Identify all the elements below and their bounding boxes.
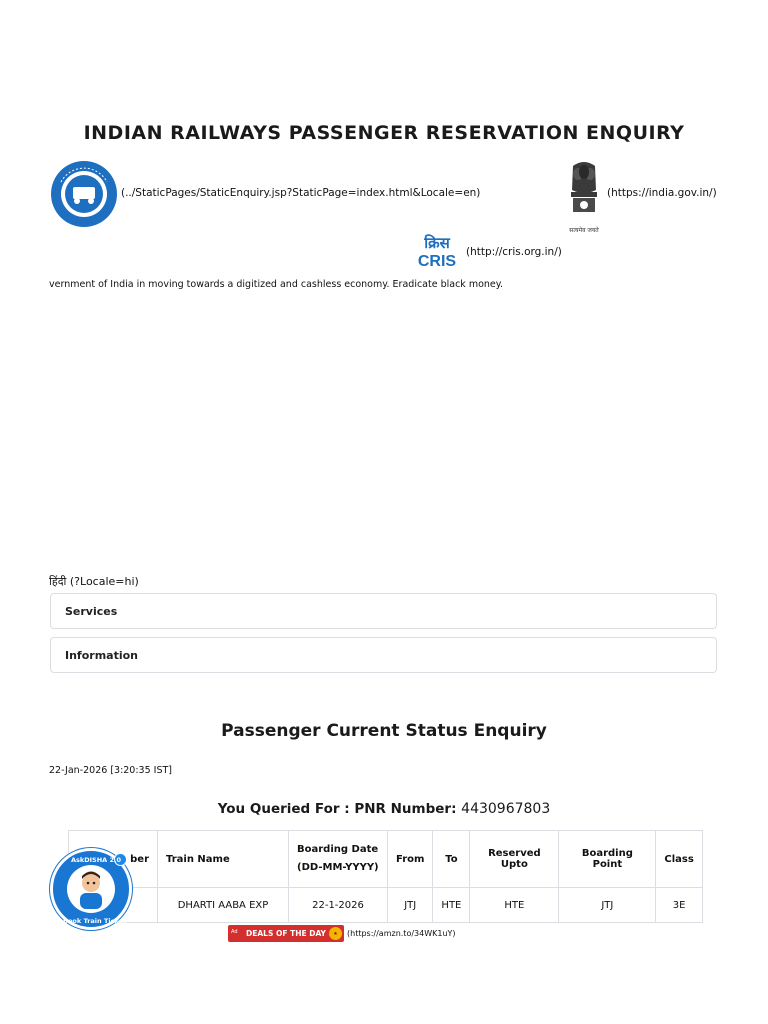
askdisha-avatar	[67, 865, 115, 913]
cris-link[interactable]: (http://cris.org.in/)	[466, 246, 562, 258]
pnr-number: 4430967803	[461, 801, 551, 817]
queried-label: You Queried For : PNR Number:	[217, 801, 457, 817]
table-row	[69, 888, 703, 923]
emblem-caption: सत्यमेव जयते	[569, 227, 599, 234]
deals-of-the-day-banner[interactable]	[228, 925, 344, 942]
col-class: Class	[656, 831, 702, 888]
ad-row	[228, 925, 456, 942]
cell-from: JTJ	[388, 888, 433, 923]
page-title: INDIAN RAILWAYS PASSENGER RESERVATION ENQUIRY	[83, 122, 685, 144]
national-emblem-logo[interactable]	[563, 160, 605, 232]
cell-to: HTE	[433, 888, 470, 923]
col-from: From	[388, 831, 433, 888]
information-menu[interactable]	[50, 637, 717, 673]
amazon-ad-link[interactable]: (https://amzn.to/34WK1uY)	[347, 929, 456, 938]
timestamp: 22-Jan-2026 [3:20:35 IST]	[49, 765, 173, 776]
hindi-language-link[interactable]: हिंदी (?Locale=hi)	[49, 575, 139, 588]
indian-railways-logo[interactable]	[49, 160, 119, 228]
india-gov-link[interactable]: (https://india.gov.in/)	[607, 187, 717, 199]
col-train-name: Train Name	[158, 831, 289, 888]
ad-badge-icon: ★	[329, 927, 342, 940]
col-boarding-date: Boarding Date (DD-MM-YYYY)	[289, 831, 388, 888]
cris-logo[interactable]	[411, 236, 463, 274]
pnr-status-table	[68, 830, 703, 923]
cell-boarding-point: JTJ	[559, 888, 656, 923]
enquiry-title: Passenger Current Status Enquiry	[221, 721, 547, 741]
cell-reserved-upto: HTE	[470, 888, 559, 923]
table-header-row	[69, 831, 703, 888]
services-menu-label: Services	[65, 604, 118, 618]
ad-tag: Ad	[231, 929, 238, 935]
askdisha-label: AskDISHA 2.0	[71, 856, 121, 864]
col-number: ber	[69, 831, 158, 888]
cris-logo-hindi: क्रिस	[424, 234, 450, 252]
cell-class: 3E	[656, 888, 702, 923]
col-reserved-upto: Reserved Upto	[470, 831, 559, 888]
askdisha-book-label: Book Train Ticket	[63, 917, 127, 925]
cris-logo-text: CRIS	[417, 253, 457, 270]
services-menu[interactable]	[50, 593, 717, 629]
ir-home-link[interactable]: (../StaticPages/StaticEnquiry.jsp?StaticPage=index.html&Locale=en)	[121, 187, 481, 199]
marquee-text: vernment of India in moving towards a digitized and cashless economy. Eradicate black money.	[49, 279, 504, 290]
askdisha-chatbot-button[interactable]	[50, 848, 132, 930]
pnr-query-line	[0, 801, 768, 817]
col-to: To	[433, 831, 470, 888]
col-boarding-point: Boarding Point	[559, 831, 656, 888]
cell-train-name: DHARTI AABA EXP	[158, 888, 289, 923]
information-menu-label: Information	[65, 648, 138, 662]
avatar-icon	[67, 865, 115, 913]
cell-boarding-date: 22-1-2026	[289, 888, 388, 923]
ad-banner-label: DEALS OF THE DAY	[246, 929, 326, 938]
